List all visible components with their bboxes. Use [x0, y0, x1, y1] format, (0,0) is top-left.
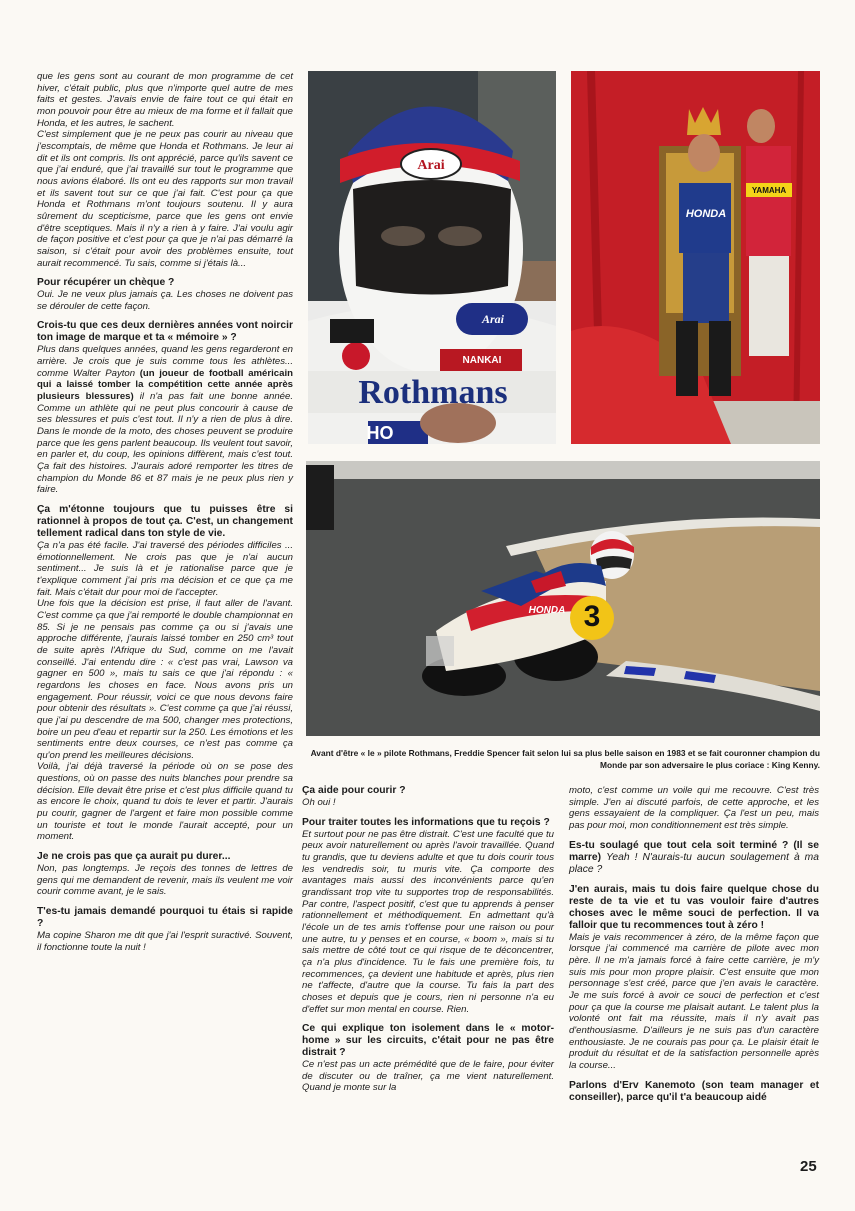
interview-answer: Une fois que la décision est prise, il faut aller de l'avant. C'est comme ça que j'ai remporté le double championnat en 85. Si je ne pensais pas comme ça ou si j'avais une approche différente, j'aurais laissé tomber en 250 cm³ tout de suite après l'Afrique du Sud, comme on me l'avait conseillé. J'ai entendu dire : « c'est pas vrai, Lawson va gagner en 500 », mais tu sais ce que j'ai répondu : « regardons les choses en face. Nous avons pris un engagement. Pour réussir, voici ce que nous devons faire pour obtenir des résultats ». C'est comme ça que j'ai réussi, que j'ai pu descendre de ma 500, changer mes protections, boire un peu d'eau et repartir sur la 250. Les émotions et les sentiments entre deux courses, ce n'est pas comme ça qu'on prend les meilleures décisions. — [37, 598, 293, 761]
photo-throne — [571, 71, 820, 444]
interview-answer: Ça n'a pas été facile. J'ai traversé des périodes difficiles ... émotionnellement. Ne crois pas que je n'ai aucun sentiment... Je suis là et je rationalise parce que je t'explique comment j'ai pris ma décision et ce que ça me fait. Mais c'était dur pour moi de l'accepter. — [37, 540, 293, 598]
interview-answer: Ma copine Sharon me dit que j'ai l'esprit suractivé. Souvent, il fonctionne toute la nuit ! — [37, 930, 293, 953]
interview-question: Crois-tu que ces deux dernières années vont noircir ton image de marque et ta « mémoire » ? — [37, 320, 293, 344]
interview-answer: Oui. Je ne veux plus jamais ça. Les choses ne doivent pas se dérouler de cette façon. — [37, 289, 293, 312]
interview-question: J'en aurais, mais tu dois faire quelque chose du reste de ta vie et tu vas vouloir faire d'autres choses avec le même souci de perfection. Il va falloir que tu recommences tout à zéro ! — [569, 883, 819, 931]
interview-answer: Non, pas longtemps. Je reçois des tonnes de lettres de gens qui me demandent de revenir, mais ils veulent me voir courir comme avant, je le sais. — [37, 863, 293, 898]
interview-answer — [37, 344, 293, 496]
interview-answer: Ce n'est pas un acte prémédité que de le faire, pour éviter de discuter ou de traîner, ça me vient naturellement. Quand je monte sur la — [302, 1059, 554, 1094]
answer-text: Plus dans quelques années, quand les gens regarderont en arrière. Je crois que je suis comme tous les athlètes... comme Walter Payton — [37, 344, 293, 379]
interview-answer: Voilà, j'ai déjà traversé la période où on se pose des questions, où on passe des nuits blanches pour prendre sa décision. Elle devait être prise et c'est plus difficile quand tu as encore le choix, quand tu dois te lever et partir. J'aurais pu courir, gagner de l'argent et faire mon possible comme un touriste et tout le monde l'aurait accepté, pour un moment. — [37, 761, 293, 843]
suit-brand: Rothmans — [358, 374, 508, 411]
interview-question: Parlons d'Erv Kanemoto (son team manager et conseiller), parce qu'il t'a beaucoup aidé — [569, 1079, 819, 1103]
suit-logo: Arai — [481, 311, 504, 326]
interview-question: Ce qui explique ton isolement dans le « motor-home » sur les circuits, c'était pour ne pas être distrait ? — [302, 1023, 554, 1059]
paragraph: moto, c'est comme un voile qui me recouvre. C'est très simple. J'en ai discuté parfois, de cette approche, et les gens essayaient de la compliquer. Ça l'est un peu, mais pas pour moi, mon conditionnement est très simple. — [569, 785, 819, 831]
interview-answer: Mais je vais recommencer à zéro, de la même façon que lorsque j'ai commencé ma carrière de pilote avec mon père. Il ne m'a jamais forcé à faire cette carrière, je m'y suis mis pour mon propre plaisir. C'est ensuite que mon personnage s'est créé, parce que j'en avais le caractère. Je me suis forcé à avoir ce souci de perfection et c'est pour ça que la course me plaisait autant. Le talent plus la volonté ont fait ma réussite, mais il n'y avait pas d'enthousiasme. D'ailleurs je ne suis pas d'un caractère enthousiaste. Je ne courais pas pour ça. Le plaisir était le produit du résultat et de la satisfaction personnelle après la course... — [569, 931, 819, 1071]
paragraph: que les gens sont au courant de mon programme de cet hiver, c'était public, plus que n'importe quel autre de mes faits et gestes. J'avais envie de faire tout ce qui était en mon pouvoir pour être au mieux de ma forme et il fallait que Honda, et les autres, le sachent. — [37, 71, 293, 129]
sponsor-patch: NANKAI — [462, 354, 502, 366]
photo-helmet-portrait — [308, 71, 556, 444]
interview-question — [569, 840, 819, 876]
race-illustration — [306, 461, 820, 736]
photo-caption: Avant d'être « le » pilote Rothmans, Freddie Spencer fait selon lui sa plus belle saison en 1983 et se fait couronner champion du Monde par son adversaire le plus coriace : King Kenny. — [310, 748, 820, 770]
page-number: 25 — [800, 1158, 817, 1175]
king-suit-logo: YAMAHA — [746, 183, 792, 197]
interview-answer: Yeah ! N'aurais-tu aucun soulagement à ma place ? — [569, 851, 819, 875]
column-1 — [37, 71, 293, 953]
interview-answer: Et surtout pour ne pas être distrait. C'est une faculté que tu peux avoir naturellement ou après l'avoir travaillée. Quand tu grandis, que tu deviens adulte et que tu dois courir tous les vendredis soir, tu muris vite. Ça comporte des avantages mais aussi des inconvénients parce qu'en grandissant trop vite tu supportes trop de responsabilités. Par contre, l'aspect positif, c'est que tu apprends à penser rationnellement et méthodiquement. En admettant qu'à l'école un de tes amis t'offense pour une raison ou pour une autre, tu y penses et en course, « boom », mais si tu sais mettre de côté tout ce qui risque de te déconcentrer, ça n'a plus d'incidence. Tu le fais une première fois, tu recommences, ça devient une habitude et après, plus rien ne t'affecte, d'autre que la course. Tu fais la part des choses et depuis que je cours, rien ni personne n'a eu d'effet sur mon mental en course. Rien. — [302, 828, 554, 1015]
interview-answer: Oh oui ! — [302, 797, 336, 808]
throne-illustration — [571, 71, 820, 444]
paragraph: C'est simplement que je ne peux pas courir au niveau que j'escomptais, de même que Honda et Rothmans. Je leur ai dit et ils ont compris. Ils ont apprécié, parce qu'ils savent ce que j'ai enduré, que j'ai travaillé sur tout le programme que nous avions élaboré. Ils ont eu des rapports sur mon travail et ils savent tout sur ce que j'ai fait. C'est pour ça que Honda et Rothmans m'ont toujours soutenu. Il y aura sûrement du scepticisme, parce que les gens ont envie d'être sceptiques. Mais il n'y a rien à y faire. J'ai voulu agir de façon positive et c'est pour ça que je n'ai pas démarré la saison, si c'était pour avoir des problèmes ensuite, tout aurait recommencé. Tu sais, comme si j'étais là... — [37, 129, 293, 269]
answer-text: il n'a pas fait une bonne année. Comme un athlète qui ne peut plus concourir à cause de ses blessures et puis c'est tout. Il n'y a rien de plus à dire. Dans le monde de la moto, des choses peuvent se produire parce que les gens parlent beaucoup. Ils veulent tout savoir, en parler et, du coup, les opinions diffèrent, mais c'est tout. Ça fait des histoires. J'aurais adoré remporter les titres de champion du Monde 86 et 87 mais je ne peux plus rien y faire. — [37, 391, 294, 496]
interview-question: Pour récupérer un chèque ? — [37, 277, 175, 289]
suit-partial-text: HO — [366, 422, 394, 443]
interview-question: T'es-tu jamais demandé pourquoi tu étais si rapide ? — [37, 906, 293, 930]
race-number: 3 — [583, 600, 601, 633]
answer-aside: (un joueur de football américain qui a laissé tomber la compétition cette année après plusieurs blessures) — [37, 367, 293, 403]
bike-brand-logo: HONDA — [528, 604, 566, 616]
interview-question: Ça aide pour courir ? — [302, 785, 406, 796]
column-3 — [569, 785, 819, 1104]
interview-question: Je ne crois pas que ça aurait pu durer... — [37, 851, 231, 863]
throne-rider-logo: HONDA — [685, 208, 727, 220]
question-text: Es-tu soulagé que tout cela soit terminé ? (Il se marre) — [569, 839, 819, 863]
photo-race-bike — [306, 461, 820, 736]
helmet-logo: Arai — [417, 158, 445, 173]
column-2 — [302, 785, 554, 1094]
interview-question: Ça m'étonne toujours que tu puisses être si rationnel à propos de tout ça. C'est, un changement tellement radical dans ton style de vie. — [37, 504, 293, 539]
interview-question: Pour traiter toutes les informations que tu reçois ? — [302, 816, 550, 828]
